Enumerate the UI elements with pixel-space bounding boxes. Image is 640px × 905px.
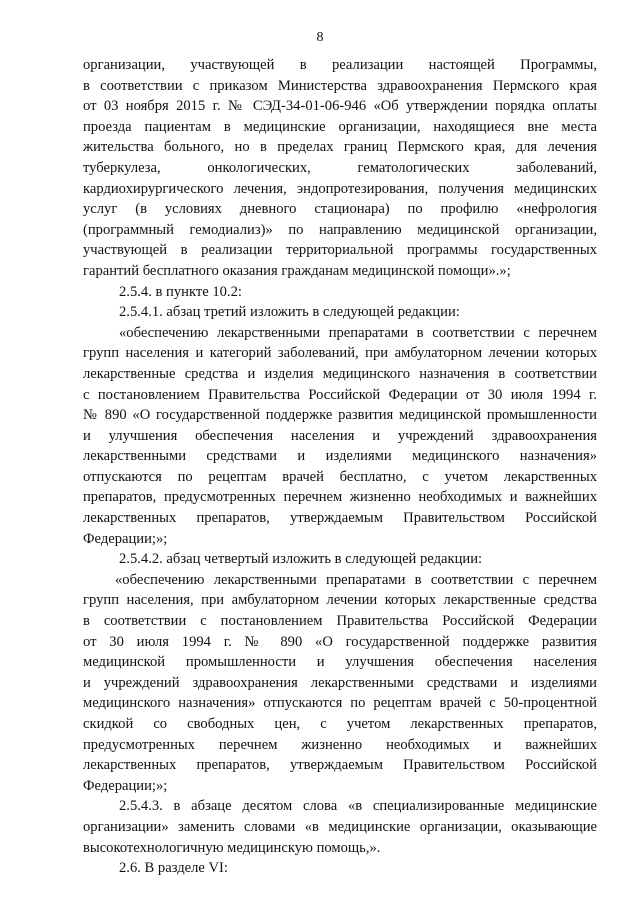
text-line: высокотехнологичную медицинскую помощь,».: [83, 839, 381, 856]
text-line: от 30 июля 1994 г. № 890 «О государственной поддержке развития: [83, 633, 597, 650]
text-line: организации» заменить словами «в медицинские организации, оказывающие: [83, 818, 597, 835]
text-line: препаратов, предусмотренных перечнем жизненно необходимых и важнейших: [83, 489, 597, 506]
text-line: скидкой со свободных цен, с учетом лекарственных препаратов,: [83, 716, 597, 732]
text-line: услуг (в условиях дневного стационара) по профилю «нефрология: [83, 201, 597, 218]
text-line: проезда пациентам в медицинские организации, находящиеся вне места: [83, 118, 597, 135]
text-line: групп населения, при амбулаторном лечении которых лекарственные средства: [83, 592, 597, 609]
text-line: с постановлением Правительства Российской Федерации от 30 июля 1994 г.: [83, 386, 597, 403]
text-line: 2.5.4.2. абзац четвертый изложить в следующей редакции:: [119, 551, 483, 568]
text-line: медицинской промышленности и улучшения обеспечения населения: [83, 654, 597, 671]
text-line: от 03 ноября 2015 г. № СЭД-34-01-06-946 «Об утверждении порядка оплаты: [83, 98, 597, 115]
text-line: 2.6. В разделе VI:: [119, 860, 228, 877]
text-line: № 890 «О государственной поддержке развития медицинской промышленности: [83, 407, 597, 424]
text-line: участвующей в реализации территориальной программы государственных: [83, 242, 597, 259]
text-line: (программный гемодиализ)» по направлению медицинской организации,: [83, 221, 597, 238]
text-line: Федерации;»;: [83, 777, 168, 794]
text-line: лекарственными средствами и изделиями медицинского назначения»: [83, 448, 597, 465]
text-line: лекарственных препаратов, утверждаемым Правительством Российской: [83, 757, 597, 774]
text-line: медицинского назначения» отпускаются по рецептам врачей с 50-процентной: [83, 695, 597, 712]
text-line: предусмотренных перечнем жизненно необходимых и важнейших: [83, 736, 597, 753]
text-line: и учреждений здравоохранения лекарственными средствами и изделиями: [83, 674, 597, 691]
text-line: и улучшения обеспечения населения и учреждений здравоохранения: [83, 427, 597, 444]
text-line: «обеспечению лекарственными препаратами в соответствии с перечнем: [115, 571, 597, 588]
text-line: гарантий бесплатного оказания гражданам медицинской помощи».»;: [83, 262, 511, 279]
text-line: групп населения и категорий заболеваний, при амбулаторном лечении которых: [83, 345, 597, 362]
text-line: Федерации;»;: [83, 530, 168, 547]
text-line: отпускаются по рецептам врачей бесплатно, с учетом лекарственных: [83, 468, 597, 485]
text-line: 2.5.4. в пункте 10.2:: [119, 283, 242, 300]
text-line: лекарственные средства и изделия медицинского назначения в соответствии: [83, 365, 597, 382]
text-line: «обеспечению лекарственными препаратами в соответствии с перечнем: [119, 324, 597, 341]
text-line: в соответствии с постановлением Правительства Российской Федерации: [83, 613, 597, 630]
text-line: в соответствии с приказом Министерства здравоохранения Пермского края: [83, 77, 597, 94]
text-line: жительства больного, но в пределах границ Пермского края, для лечения: [83, 139, 597, 156]
text-line: кардиохирургического лечения, эндопротезирования, получения медицинских: [83, 180, 597, 197]
text-line: организации, участвующей в реализации настоящей Программы,: [83, 57, 597, 73]
text-line: лекарственных препаратов, утверждаемым Правительством Российской: [83, 510, 597, 527]
page-number: 8: [316, 30, 324, 45]
document-body: [83, 55, 597, 879]
text-line: 2.5.4.3. в абзаце десятом слова «в специализированные медицинские: [119, 798, 597, 815]
text-line: туберкулеза, онкологических, гематологических заболеваний,: [83, 159, 597, 176]
text-line: 2.5.4.1. абзац третий изложить в следующей редакции:: [119, 304, 460, 321]
